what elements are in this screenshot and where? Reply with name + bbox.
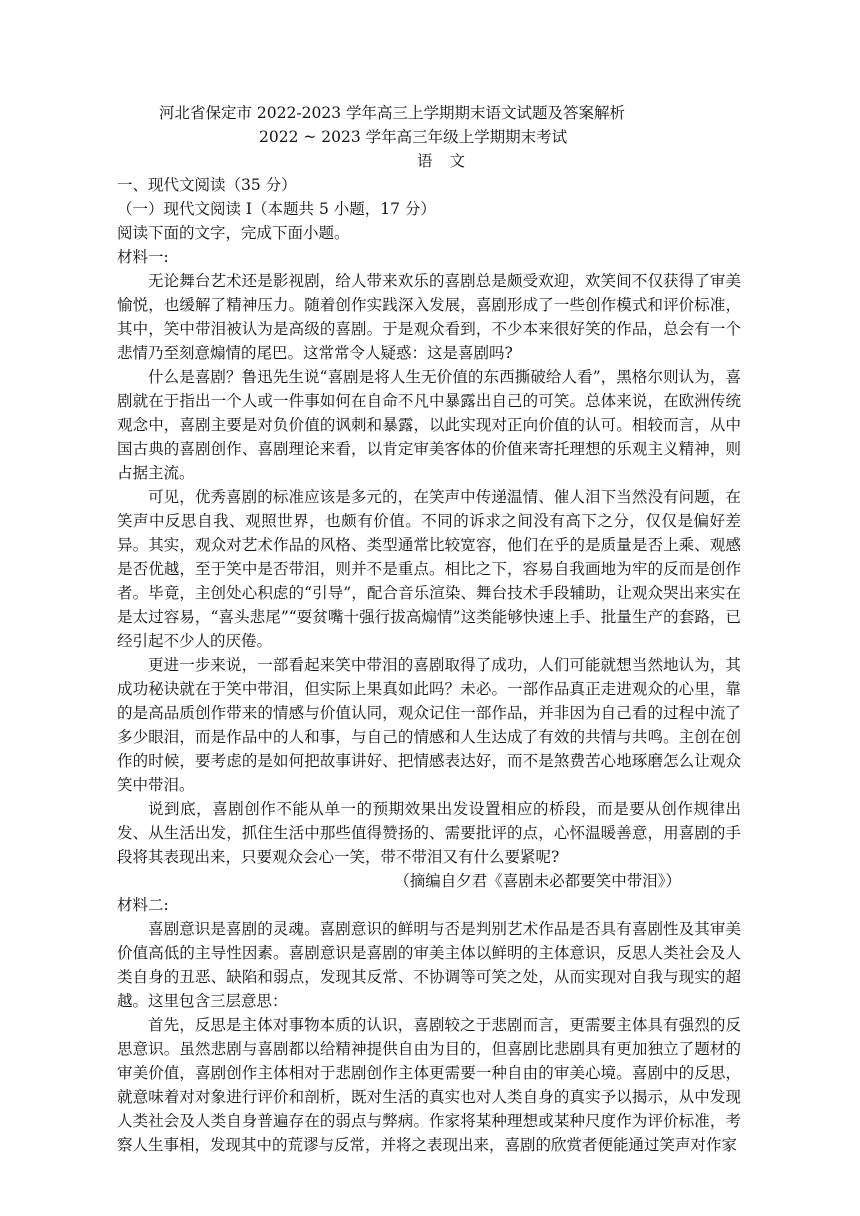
material-one-paragraph: 说到底，喜剧创作不能从单一的预期效果出发设置相应的桥段，而是要从创作规律出发、从生活出发，抓住生活中那些值得赞扬的、需要批评的点，心怀温暖善意，用喜剧的手段将其表现出来，只要观众会心一笑，带不带泪又有什么要紧呢?: [117, 800, 741, 866]
material-two-paragraph: 喜剧意识是喜剧的灵魂。喜剧意识的鲜明与否是判别艺术作品是否具有喜剧性及其审美价值高低的主导性因素。喜剧意识是喜剧的审美主体以鲜明的主体意识，反思人类社会及人类自身的丑恶、缺陷和弱点，发现其反常、不协调等可笑之处，从而实现对自我与现实的超越。这里包含三层意思：: [117, 920, 741, 1010]
material-one-paragraph: 无论舞台艺术还是影视剧，给人带来欢乐的喜剧总是颇受欢迎，欢笑间不仅获得了审美愉悦，也缓解了精神压力。随着创作实践深入发展，喜剧形成了一些创作模式和评价标准，其中，笑中带泪被认为是高级的喜剧。于是观众看到，不少本来很好笑的作品，总会有一个悲情乃至刻意煽情的尾巴。这常常令人疑惑：这是喜剧吗?: [117, 272, 741, 362]
material-one-label: 材料一:: [117, 248, 169, 266]
exam-subtitle: 2022 ~ 2023 学年高三年级上学期期末考试: [259, 128, 568, 146]
subject-title: 语 文: [417, 152, 471, 170]
document-title: 河北省保定市 2022-2023 学年高三上学期期末语文试题及答案解析: [159, 104, 625, 122]
material-two-paragraph: 首先，反思是主体对事物本质的认识，喜剧较之于悲剧而言，更需要主体具有强烈的反思意识。虽然悲剧与喜剧都以给精神提供自由为目的，但喜剧比悲剧具有更加独立了题材的审美价值，喜剧创作主体相对于悲剧创作主体更需要一种自由的审美心境。喜剧中的反思，就意味着对对象进行评价和剖析，既对生活的真实也对人类自身的真实予以揭示，从中发现人类社会及人类自身普遍存在的弱点与弊病。作家将某种理想或某种尺度作为评价标准，考察人生事相，发现其中的荒谬与反常，并将之表现出来，喜剧的欣赏者便能通过笑声对作家: [117, 1016, 741, 1154]
material-one-paragraph: 什么是喜剧？鲁迅先生说“喜剧是将人生无价值的东西撕破给人看”，黑格尔则认为，喜剧就在于指出一个人或一件事如何在自命不凡中暴露出自己的可笑。总体来说，在欧洲传统观念中，喜剧主要是对负价值的讽刺和暴露，以此实现对正向价值的认可。相较而言，从中国古典的喜剧创作、喜剧理论来看，以肯定审美客体的价值来寄托理想的乐观主义精神，则占据主流。: [117, 368, 741, 482]
material-one-source: （摘编自夕君《喜剧未必都要笑中带泪》）: [394, 872, 681, 890]
subsection-heading: （一）现代文阅读 I（本题共 5 小题，17 分）: [117, 200, 436, 218]
material-one-paragraph: 可见，优秀喜剧的标准应该是多元的，在笑声中传递温情、催人泪下当然没有问题，在笑声中反思自我、观照世界，也颇有价值。不同的诉求之间没有高下之分，仅仅是偏好差异。其实，观众对艺术作品的风格、类型通常比较宽容，他们在乎的是质量是否上乘、观感是否优越，至于笑中是否带泪，则并不是重点。相比之下，容易自我画地为牢的反而是创作者。毕竟，主创处心积虑的“引导”，配合音乐渲染、舞台技术手段辅助，让观众哭出来实在是太过容易，“喜头悲尾”“耍贫嘴十强行拔高煽情”这类能够快速上手、批量生产的套路，已经引起不少人的厌倦。: [117, 488, 741, 650]
material-two-label: 材料二:: [117, 896, 169, 914]
section-heading: 一、现代文阅读（35 分）: [117, 176, 297, 194]
document-page: [117, 101, 741, 1157]
material-one-paragraph: 更进一步来说，一部看起来笑中带泪的喜剧取得了成功，人们可能就想当然地认为，其成功秘诀就在于笑中带泪，但实际上果真如此吗？未必。一部作品真正走进观众的心里，靠的是高品质创作带来的情感与价值认同，观众记住一部作品，并非因为自己看的过程中流了多少眼泪，而是作品中的人和事，与自己的情感和人生达成了有效的共情与共鸣。主创在创作的时候，要考虑的是如何把故事讲好、把情感表达好，而不是煞费苦心地琢磨怎么让观众笑中带泪。: [117, 656, 741, 794]
reading-instruction: 阅读下面的文字，完成下面小题。: [117, 224, 350, 242]
